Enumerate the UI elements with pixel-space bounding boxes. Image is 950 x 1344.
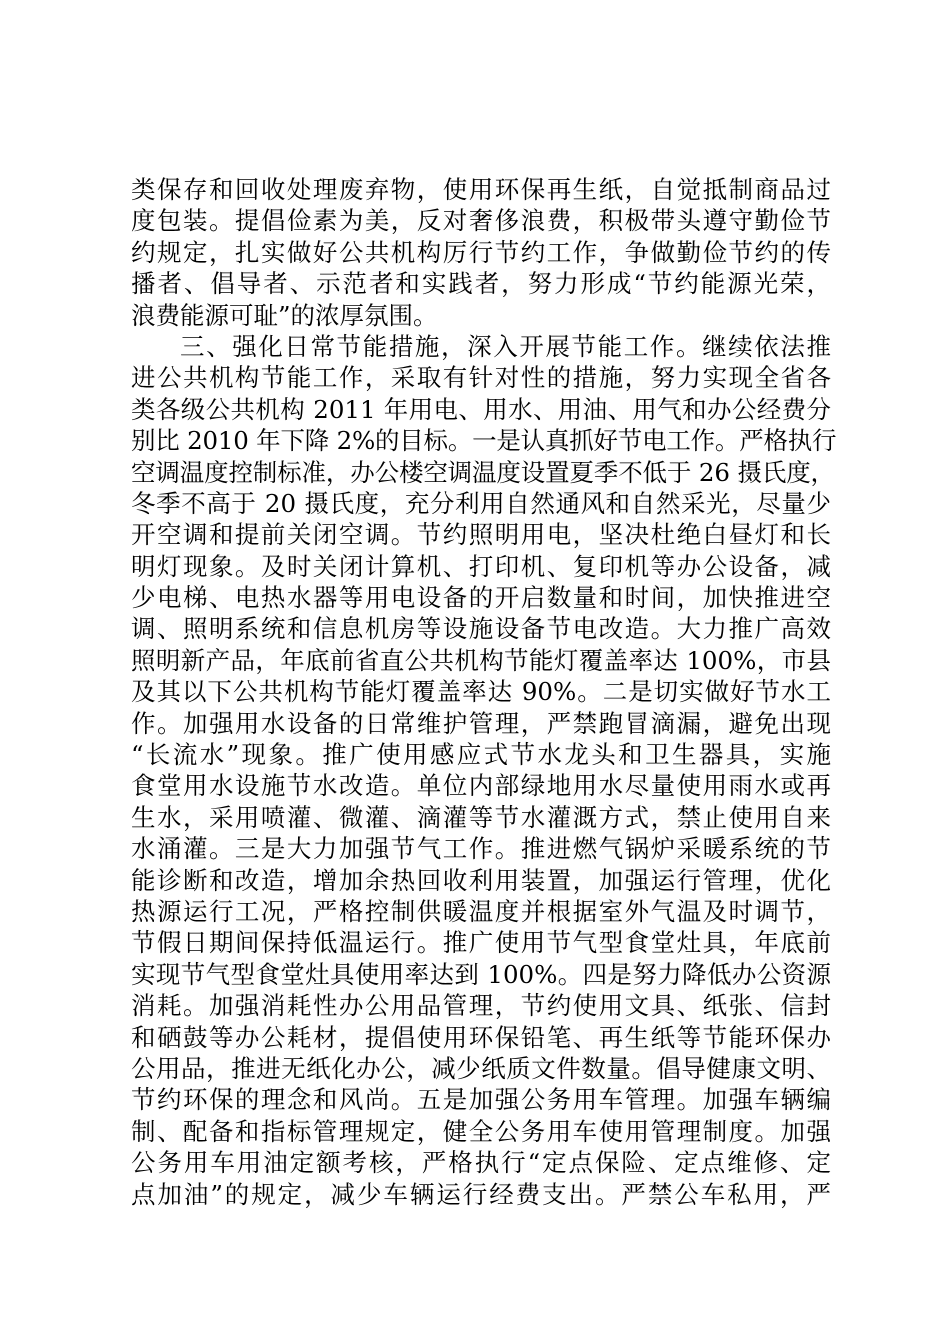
- text-line: 照明新产品，年底前省直公共机构节能灯覆盖率达 100%，市县: [131, 645, 831, 675]
- text-line: 作。加强用水设备的日常维护管理，严禁跑冒滴漏，避免出现: [131, 708, 831, 738]
- text-line: 进公共机构节能工作，采取有针对性的措施，努力实现全省各: [131, 363, 831, 393]
- text-line: 生水，采用喷灌、微灌、滴灌等节水灌溉方式，禁止使用自来: [131, 802, 831, 832]
- text-line: 调、照明系统和信息机房等设施设备节电改造。大力推广高效: [131, 614, 831, 644]
- text-line: 消耗。加强消耗性办公用品管理，节约使用文具、纸张、信封: [131, 991, 831, 1021]
- text-line: 冬季不高于 20 摄氏度，充分利用自然通风和自然采光，尽量少: [131, 488, 831, 518]
- text-line: 水涌灌。三是大力加强节气工作。推进燃气锅炉采暖系统的节: [131, 834, 831, 864]
- text-line: 三、强化日常节能措施，深入开展节能工作。继续依法推: [180, 331, 831, 361]
- document-body-text: [131, 174, 837, 1210]
- text-line: 节约环保的理念和风尚。五是加强公务用车管理。加强车辆编: [131, 1085, 831, 1115]
- text-line: 明灯现象。及时关闭计算机、打印机、复印机等办公设备，减: [131, 551, 831, 581]
- text-line: 约规定，扎实做好公共机构厉行节约工作，争做勤俭节约的传: [131, 237, 831, 267]
- text-line: 实现节气型食堂灶具使用率达到 100%。四是努力降低办公资源: [131, 959, 831, 989]
- text-line: 公务用车用油定额考核，严格执行“定点保险、定点维修、定: [131, 1148, 831, 1178]
- text-line: 类保存和回收处理废弃物，使用环保再生纸，自觉抵制商品过: [131, 175, 831, 204]
- text-line: 开空调和提前关闭空调。节约照明用电，坚决杜绝白昼灯和长: [131, 520, 831, 550]
- text-line: 及其以下公共机构节能灯覆盖率达 90%。二是切实做好节水工: [131, 677, 831, 707]
- text-line: 食堂用水设施节水改造。单位内部绿地用水尽量使用雨水或再: [131, 771, 831, 801]
- text-line: 类各级公共机构 2011 年用电、用水、用油、用气和办公经费分: [131, 394, 831, 424]
- text-line: 浪费能源可耻”的浓厚氛围。: [131, 300, 438, 330]
- text-line: 少电梯、电热水器等用电设备的开启数量和时间，加快推进空: [131, 583, 831, 613]
- text-line: 节假日期间保持低温运行。推广使用节气型食堂灶具，年底前: [131, 928, 831, 958]
- text-line: “长流水”现象。推广使用感应式节水龙头和卫生器具，实施: [131, 740, 831, 770]
- text-line: 度包装。提倡俭素为美，反对奢侈浪费，积极带头遵守勤俭节: [131, 206, 831, 236]
- text-line: 能诊断和改造，增加余热回收利用装置，加强运行管理，优化: [131, 865, 831, 895]
- text-line: 公用品，推进无纸化办公，减少纸质文件数量。倡导健康文明、: [131, 1053, 831, 1083]
- text-line: 制、配备和指标管理规定，健全公务用车使用管理制度。加强: [131, 1116, 831, 1146]
- text-line: 播者、倡导者、示范者和实践者，努力形成“节约能源光荣，: [131, 269, 831, 299]
- text-line: 空调温度控制标准，办公楼空调温度设置夏季不低于 26 摄氏度，: [131, 457, 835, 487]
- text-line: 和硒鼓等办公耗材，提倡使用环保铅笔、再生纸等节能环保办: [131, 1022, 831, 1052]
- text-line: 热源运行工况，严格控制供暖温度并根据室外气温及时调节，: [131, 896, 831, 926]
- text-line: 点加油”的规定，减少车辆运行经费支出。严禁公车私用，严: [131, 1179, 831, 1209]
- text-line: 别比 2010 年下降 2%的目标。一是认真抓好节电工作。严格执行: [131, 426, 837, 456]
